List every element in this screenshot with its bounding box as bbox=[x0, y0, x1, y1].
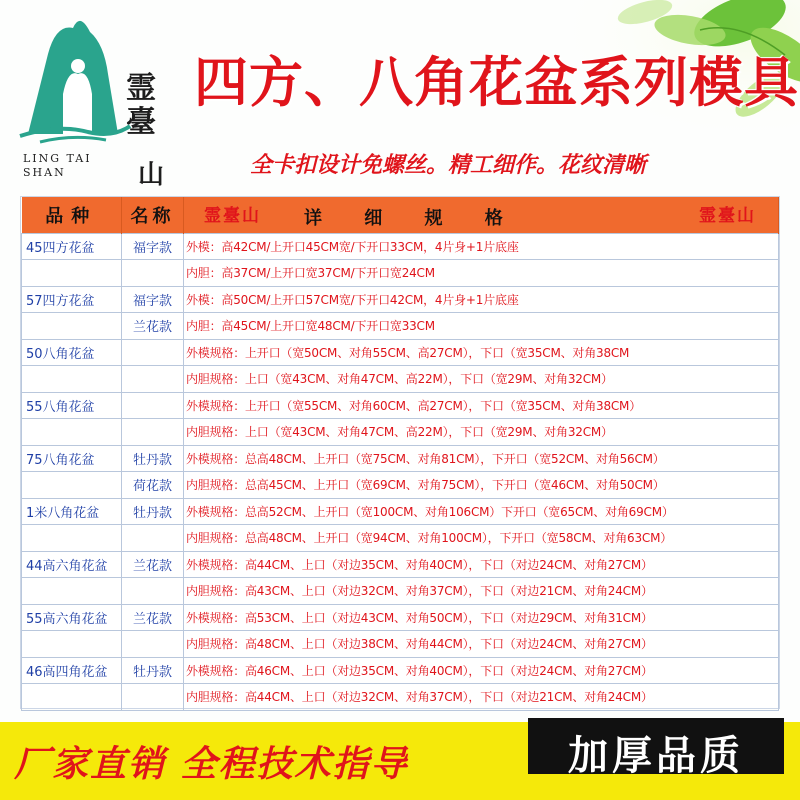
header-kind: 品种 bbox=[22, 197, 122, 233]
spec-cell: 外模规格：上开口（宽55CM、对角60CM、高27CM），下口（宽35CM、对角38CM） bbox=[184, 392, 779, 419]
table-row bbox=[22, 286, 779, 313]
kind-cell bbox=[22, 684, 122, 711]
spec-cell: 外模规格：高46CM、上口（对边35CM、对角40CM），下口（对边24CM、对角27CM） bbox=[184, 657, 779, 684]
spec-cell: 外模：高42CM/上开口45CM宽/下开口33CM，4片身+1片底座 bbox=[184, 233, 779, 260]
spec-cell: 内胆规格：上口（宽43CM、对角47CM、高22M），下口（宽29M、对角32CM） bbox=[184, 419, 779, 446]
name-cell bbox=[122, 578, 184, 605]
table-row bbox=[22, 366, 779, 393]
buddha-mountain-icon bbox=[18, 14, 138, 149]
name-cell: 兰花款 bbox=[122, 313, 184, 340]
kind-cell bbox=[22, 260, 122, 287]
kind-cell: 50八角花盆 bbox=[22, 339, 122, 366]
table-row bbox=[22, 631, 779, 658]
kind-cell bbox=[22, 366, 122, 393]
spec-cell: 内胆规格：上口（宽43CM、对角47CM、高22M），下口（宽29M、对角32CM） bbox=[184, 366, 779, 393]
kind-cell: 75八角花盆 bbox=[22, 445, 122, 472]
page-subtitle: 全卡扣设计免螺丝。精工细作。花纹清晰 bbox=[250, 153, 647, 178]
spec-cell: 外模规格：高53CM、上口（对边43CM、对角50CM），下口（对边29CM、对角31CM） bbox=[184, 604, 779, 631]
logo-brand-shan: 山 bbox=[138, 160, 165, 190]
header-spec bbox=[184, 197, 779, 233]
banner-slogan: 厂家直销 全程技术指导 bbox=[14, 744, 409, 785]
logo-brand-en: LING TAI SHAN bbox=[23, 152, 92, 179]
name-cell: 兰花款 bbox=[122, 604, 184, 631]
table-row bbox=[22, 472, 779, 499]
spec-cell: 内胆：高37CM/上开口宽37CM/下开口宽24CM bbox=[184, 260, 779, 287]
table-row bbox=[22, 392, 779, 419]
name-cell: 兰花款 bbox=[122, 551, 184, 578]
spec-cell: 内胆规格：高44CM、上口（对边32CM、对角37CM），下口（对边21CM、对角24CM） bbox=[184, 684, 779, 711]
spec-table-container bbox=[20, 196, 780, 709]
spec-table-body bbox=[22, 233, 779, 710]
kind-cell: 44高六角花盆 bbox=[22, 551, 122, 578]
table-row bbox=[22, 498, 779, 525]
name-cell: 福字款 bbox=[122, 233, 184, 260]
name-cell: 荷花款 bbox=[122, 472, 184, 499]
table-row bbox=[22, 684, 779, 711]
watermark-right: 霊臺山 bbox=[699, 206, 756, 226]
kind-cell bbox=[22, 631, 122, 658]
table-row bbox=[22, 578, 779, 605]
kind-cell: 55八角花盆 bbox=[22, 392, 122, 419]
quality-badge-text: 加厚品质 bbox=[568, 733, 744, 779]
spec-cell: 外模规格：总高52CM、上开口（宽100CM、对角106CM）下开口（宽65CM、对角69CM） bbox=[184, 498, 779, 525]
name-cell bbox=[122, 525, 184, 552]
table-row bbox=[22, 604, 779, 631]
spec-cell: 外模规格：上开口（宽50CM、对角55CM、高27CM），下口（宽35CM、对角38CM bbox=[184, 339, 779, 366]
kind-cell bbox=[22, 525, 122, 552]
name-cell bbox=[122, 392, 184, 419]
kind-cell: 55高六角花盆 bbox=[22, 604, 122, 631]
table-row bbox=[22, 551, 779, 578]
spec-cell: 内胆规格：总高48CM、上开口（宽94CM、对角100CM），下开口（宽58CM、对角63CM） bbox=[184, 525, 779, 552]
spec-cell: 外模规格：总高48CM、上开口（宽75CM、对角81CM），下开口（宽52CM、对角56CM） bbox=[184, 445, 779, 472]
name-cell: 牡丹款 bbox=[122, 498, 184, 525]
watermark-left: 霊臺山 bbox=[204, 206, 261, 226]
kind-cell bbox=[22, 419, 122, 446]
page-title: 四方、八角花盆系列模具 bbox=[194, 51, 799, 114]
kind-cell: 45四方花盆 bbox=[22, 233, 122, 260]
header-name: 名称 bbox=[122, 197, 184, 233]
name-cell bbox=[122, 366, 184, 393]
table-row bbox=[22, 445, 779, 472]
spec-cell: 外模规格：高44CM、上口（对边35CM、对角40CM），下口（对边24CM、对角27CM） bbox=[184, 551, 779, 578]
spec-cell: 外模：高50CM/上开口57CM宽/下开口42CM，4片身+1片底座 bbox=[184, 286, 779, 313]
table-row bbox=[22, 233, 779, 260]
header-spec-label: 详 细 规 格 bbox=[304, 208, 521, 229]
name-cell: 牡丹款 bbox=[122, 657, 184, 684]
name-cell: 牡丹款 bbox=[122, 445, 184, 472]
spec-cell: 内胆规格：高48CM、上口（对边38CM、对角44CM），下口（对边24CM、对角27CM） bbox=[184, 631, 779, 658]
table-row bbox=[22, 525, 779, 552]
spec-cell: 内胆：高45CM/上开口宽48CM/下开口宽33CM bbox=[184, 313, 779, 340]
table-row bbox=[22, 260, 779, 287]
kind-cell: 57四方花盆 bbox=[22, 286, 122, 313]
name-cell: 福字款 bbox=[122, 286, 184, 313]
table-row bbox=[22, 419, 779, 446]
table-header-row bbox=[22, 197, 779, 233]
name-cell bbox=[122, 339, 184, 366]
name-cell bbox=[122, 631, 184, 658]
table-row bbox=[22, 313, 779, 340]
spec-cell: 内胆规格：高43CM、上口（对边32CM、对角37CM），下口（对边21CM、对角24CM） bbox=[184, 578, 779, 605]
brand-logo bbox=[18, 14, 183, 190]
table-row bbox=[22, 339, 779, 366]
kind-cell: 46高四角花盆 bbox=[22, 657, 122, 684]
quality-badge bbox=[528, 718, 784, 779]
spec-table bbox=[21, 197, 779, 711]
kind-cell bbox=[22, 472, 122, 499]
logo-brand-cn: 霊臺 bbox=[126, 71, 156, 140]
kind-cell bbox=[22, 313, 122, 340]
name-cell bbox=[122, 260, 184, 287]
spec-cell: 内胆规格：总高45CM、上开口（宽69CM、对角75CM），下开口（宽46CM、对角50CM） bbox=[184, 472, 779, 499]
name-cell bbox=[122, 419, 184, 446]
kind-cell bbox=[22, 578, 122, 605]
kind-cell: 1米八角花盆 bbox=[22, 498, 122, 525]
table-row bbox=[22, 657, 779, 684]
name-cell bbox=[122, 684, 184, 711]
